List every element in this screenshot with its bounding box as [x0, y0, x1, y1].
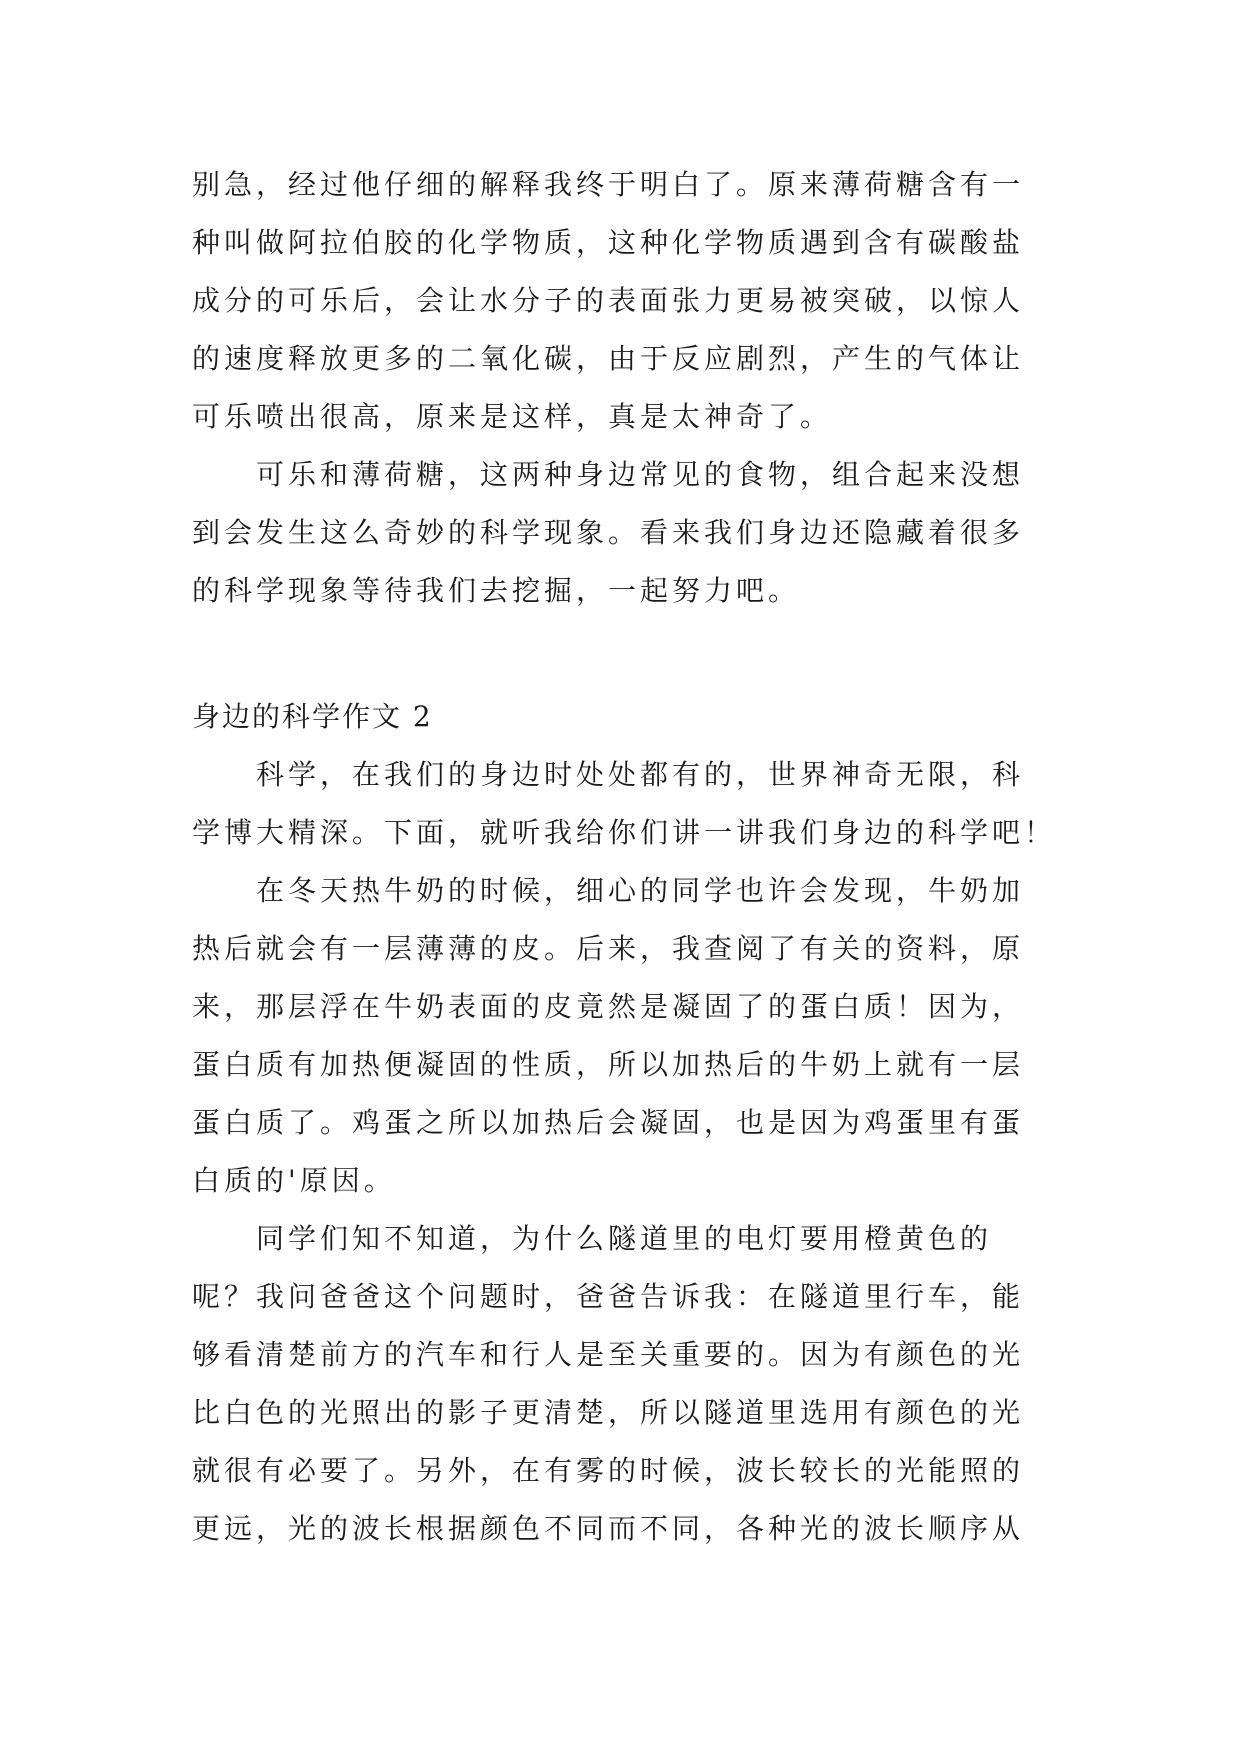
paragraph-line: 更远，光的波长根据颜色不同而不同，各种光的波长顺序从	[192, 1512, 1025, 1545]
paragraph-line: 在冬天热牛奶的时候，细心的同学也许会发现，牛奶加	[256, 874, 1025, 907]
document-body	[192, 156, 1072, 1558]
paragraph-line: 比白色的光照出的影子更清楚，所以隧道里选用有颜色的光	[192, 1396, 1025, 1429]
paragraph-line: 就很有必要了。另外，在有雾的时候，波长较长的光能照的	[192, 1454, 1025, 1487]
paragraph-line: 到会发生这么奇妙的科学现象。看来我们身边还隐藏着很多	[192, 516, 1025, 549]
paragraph-line: 热后就会有一层薄薄的皮。后来，我查阅了有关的资料，原	[192, 932, 1025, 965]
paragraph-line: 的速度释放更多的二氧化碳，由于反应剧烈，产生的气体让	[192, 342, 1025, 375]
paragraph-line: 够看清楚前方的汽车和行人是至关重要的。因为有颜色的光	[192, 1338, 1025, 1371]
paragraph-line: 蛋白质有加热便凝固的性质，所以加热后的牛奶上就有一层	[192, 1048, 1025, 1081]
paragraph-line: 的科学现象等待我们去挖掘，一起努力吧。	[192, 574, 801, 607]
paragraph-line: 别急，经过他仔细的解释我终于明白了。原来薄荷糖含有一	[192, 168, 1025, 201]
section-gap	[192, 620, 1072, 688]
section-heading: 身边的科学作文 2	[192, 700, 433, 733]
paragraph-line: 可乐喷出很高，原来是这样，真是太神奇了。	[192, 400, 833, 433]
paragraph-line: 种叫做阿拉伯胶的化学物质，这种化学物质遇到含有碳酸盐	[192, 226, 1025, 259]
paragraph-line: 来，那层浮在牛奶表面的皮竟然是凝固了的蛋白质！因为，	[192, 990, 1025, 1023]
paragraph-line: 可乐和薄荷糖，这两种身边常见的食物，组合起来没想	[256, 458, 1025, 491]
paragraph-line: 同学们知不知道，为什么隧道里的电灯要用橙黄色的	[256, 1222, 993, 1255]
paragraph-line: 白质的'原因。	[192, 1164, 396, 1197]
paragraph-line: 学博大精深。下面，就听我给你们讲一讲我们身边的科学吧！	[192, 816, 1057, 849]
paragraph-line: 科学，在我们的身边时处处都有的，世界神奇无限，科	[256, 758, 1025, 791]
paragraph-line: 成分的可乐后，会让水分子的表面张力更易被突破，以惊人	[192, 284, 1025, 317]
paragraph-line: 呢？我问爸爸这个问题时，爸爸告诉我：在隧道里行车，能	[192, 1280, 1025, 1313]
paragraph-line: 蛋白质了。鸡蛋之所以加热后会凝固，也是因为鸡蛋里有蛋	[192, 1106, 1025, 1139]
